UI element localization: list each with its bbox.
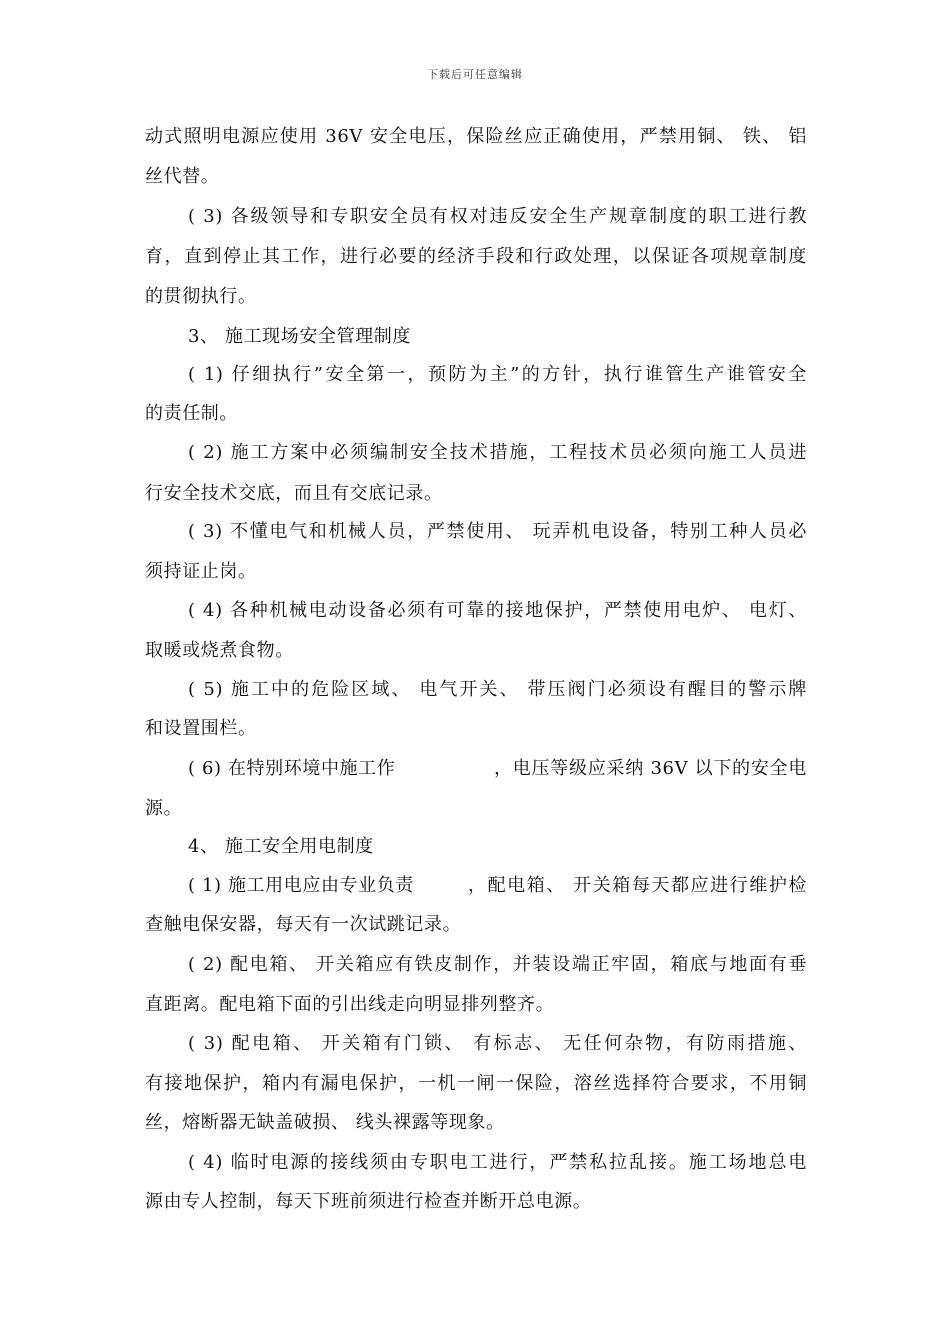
body-line-part: ，电压等级应采纳 36V 以下的安全电 xyxy=(494,758,807,779)
body-line: 有接地保护，箱内有漏电保护，一机一闸一保险，溶丝选择符合要求，不用铜 xyxy=(145,1073,807,1094)
body-line: 的责任制。 xyxy=(145,403,238,424)
body-line: 取暖或烧煮食物。 xyxy=(145,640,294,661)
body-line: ( 3) 不懂电气和机械人员，严禁使用、 玩弄机电设备，特别工种人员必 xyxy=(188,521,807,542)
body-line: 和设置围栏。 xyxy=(145,718,257,739)
body-line: ( 4) 临时电源的接线须由专职电工进行，严禁私拉乱接。施工场地总电 xyxy=(188,1152,807,1173)
body-line-part: ( 1) 施工用电应由专业负责 xyxy=(188,875,414,896)
body-line: 查触电保安器，每天有一次试跳记录。 xyxy=(145,914,462,935)
body-line-part: ( 6) 在特别环境中施工作 xyxy=(188,758,396,779)
body-line: ( 1) 仔细执行”安全第一，预防为主”的方针，执行谁管生产谁管安全 xyxy=(188,364,807,385)
section-heading: 4、 施工安全用电制度 xyxy=(188,836,374,857)
body-line: 丝，熔断器无缺盖破损、 线头裸露等现象。 xyxy=(145,1112,505,1133)
body-line: 育，直到停止其工作，进行必要的经济手段和行政处理，以保证各项规章制度 xyxy=(145,246,807,267)
page-header: 下载后可任意编辑 xyxy=(427,68,523,81)
body-line: 动式照明电源应使用 36V 安全电压，保险丝应正确使用，严禁用铜、 铁、 铝 xyxy=(145,126,807,147)
section-heading: 3、 施工现场安全管理制度 xyxy=(188,326,411,347)
body-line: ( 2) 施工方案中必须编制安全技术措施，工程技术员必须向施工人员进 xyxy=(188,442,807,463)
body-line: ( 4) 各种机械电动设备必须有可靠的接地保护，严禁使用电炉、 电灯、 xyxy=(188,600,807,621)
body-line: 源由专人控制，每天下班前须进行检查并断开总电源。 xyxy=(145,1191,592,1212)
body-line: 行安全技术交底，而且有交底记录。 xyxy=(145,483,443,504)
body-line: 源。 xyxy=(145,798,183,819)
body-line: ( 3) 各级领导和专职安全员有权对违反安全生产规章制度的职工进行教 xyxy=(188,206,807,227)
body-line: 丝代替。 xyxy=(145,166,220,187)
body-line: 的贯彻执行。 xyxy=(145,286,257,307)
body-line-part: ，配电箱、 开关箱每天都应进行维护检 xyxy=(468,875,807,896)
body-line: ( 2) 配电箱、 开关箱应有铁皮制作，并装设端正牢固，箱底与地面有垂 xyxy=(188,954,807,975)
body-line: 须持证止岗。 xyxy=(145,561,257,582)
body-line: ( 5) 施工中的危险区域、 电气开关、 带压阀门必须设有醒目的警示牌 xyxy=(188,679,807,700)
body-line: ( 3) 配电箱、 开关箱有门锁、 有标志、 无任何杂物，有防雨措施、 xyxy=(188,1033,807,1054)
body-line: 直距离。配电箱下面的引出线走向明显排列整齐。 xyxy=(145,994,555,1015)
